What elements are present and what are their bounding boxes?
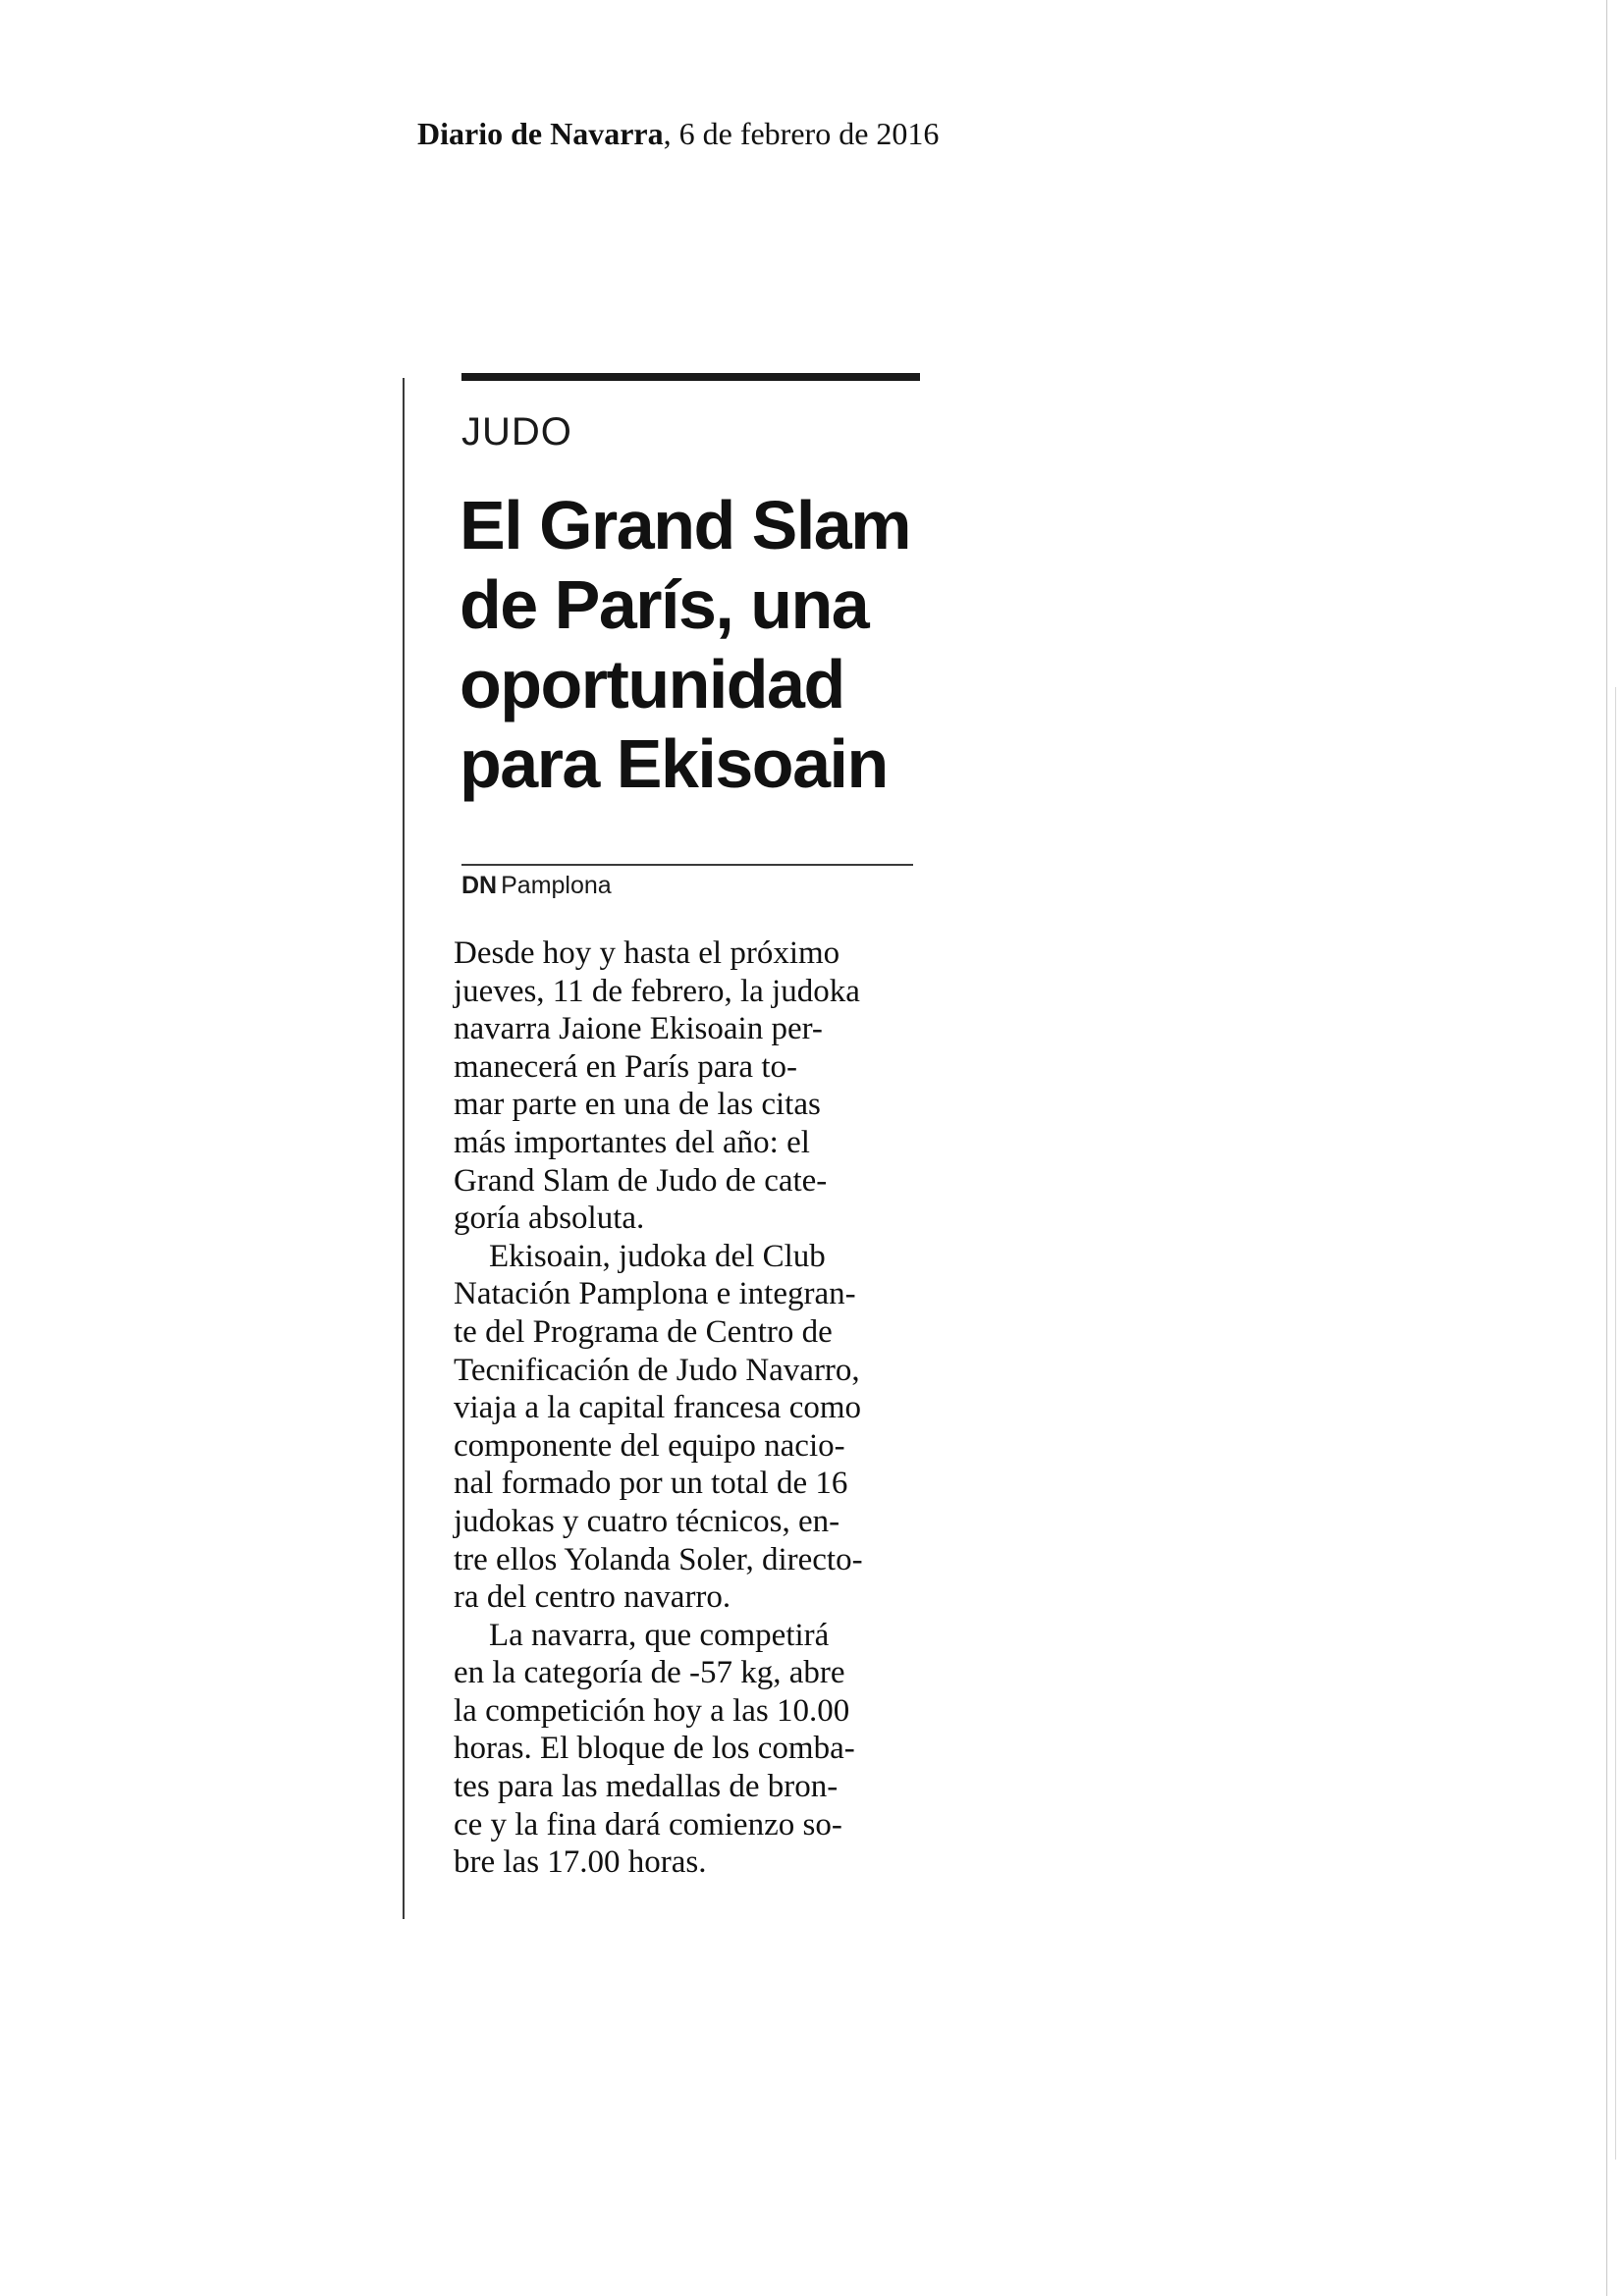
byline-location: Pamplona — [501, 872, 612, 899]
body-line: bre las 17.00 horas. — [454, 1844, 707, 1881]
column-rule — [403, 378, 405, 1919]
publication-date: , 6 de febrero de 2016 — [663, 116, 940, 151]
body-line: te del Programa de Centro de — [454, 1313, 833, 1350]
body-line: Grand Slam de Judo de cate- — [454, 1162, 828, 1199]
top-rule — [461, 373, 920, 381]
body-line: judokas y cuatro técnicos, en- — [454, 1503, 840, 1539]
body-line: Natación Pamplona e integran- — [454, 1276, 856, 1312]
newspaper-name: Diario de Navarra — [417, 116, 664, 151]
scan-edge-line — [1615, 687, 1616, 2160]
headline — [460, 486, 931, 804]
body-line: navarra Jaione Ekisoain per- — [454, 1011, 823, 1047]
body-line: nal formado por un total de 16 — [454, 1466, 848, 1502]
body-line: horas. El bloque de los comba- — [454, 1731, 855, 1767]
body-line: mar parte en una de las citas — [454, 1087, 821, 1123]
body-line: ce y la fina dará comienzo so- — [454, 1806, 842, 1842]
byline — [461, 872, 612, 900]
scan-edge-line — [1606, 0, 1607, 2296]
body-line: Ekisoain, judoka del Club — [489, 1238, 826, 1274]
source-line — [417, 116, 939, 152]
byline-rule — [461, 864, 913, 866]
body-line: componente del equipo nacio- — [454, 1427, 845, 1464]
byline-agency: DN — [461, 872, 498, 899]
headline-line: de París, una — [460, 566, 869, 643]
body-line: La navarra, que competirá — [489, 1617, 830, 1653]
headline-line: oportunidad — [460, 646, 844, 722]
body-line: la competición hoy a las 10.00 — [454, 1692, 850, 1729]
body-line: en la categoría de -57 kg, abre — [454, 1655, 845, 1691]
section-label: JUDO — [461, 410, 572, 454]
body-line: más importantes del año: el — [454, 1124, 810, 1160]
headline-line: El Grand Slam — [460, 487, 910, 563]
body-line: Desde hoy y hasta el próximo — [454, 935, 840, 971]
body-line: goría absoluta. — [454, 1201, 645, 1237]
body-line: jueves, 11 de febrero, la judoka — [454, 973, 860, 1009]
body-line: manecerá en París para to- — [454, 1048, 797, 1085]
body-line: Tecnificación de Judo Navarro, — [454, 1352, 860, 1388]
article-body — [454, 934, 925, 1882]
body-line: tre ellos Yolanda Soler, directo- — [454, 1541, 863, 1577]
headline-line: para Ekisoain — [460, 725, 888, 802]
body-line: viaja a la capital francesa como — [454, 1390, 862, 1426]
body-line: ra del centro navarro. — [454, 1579, 731, 1616]
body-line: tes para las medallas de bron- — [454, 1769, 839, 1805]
